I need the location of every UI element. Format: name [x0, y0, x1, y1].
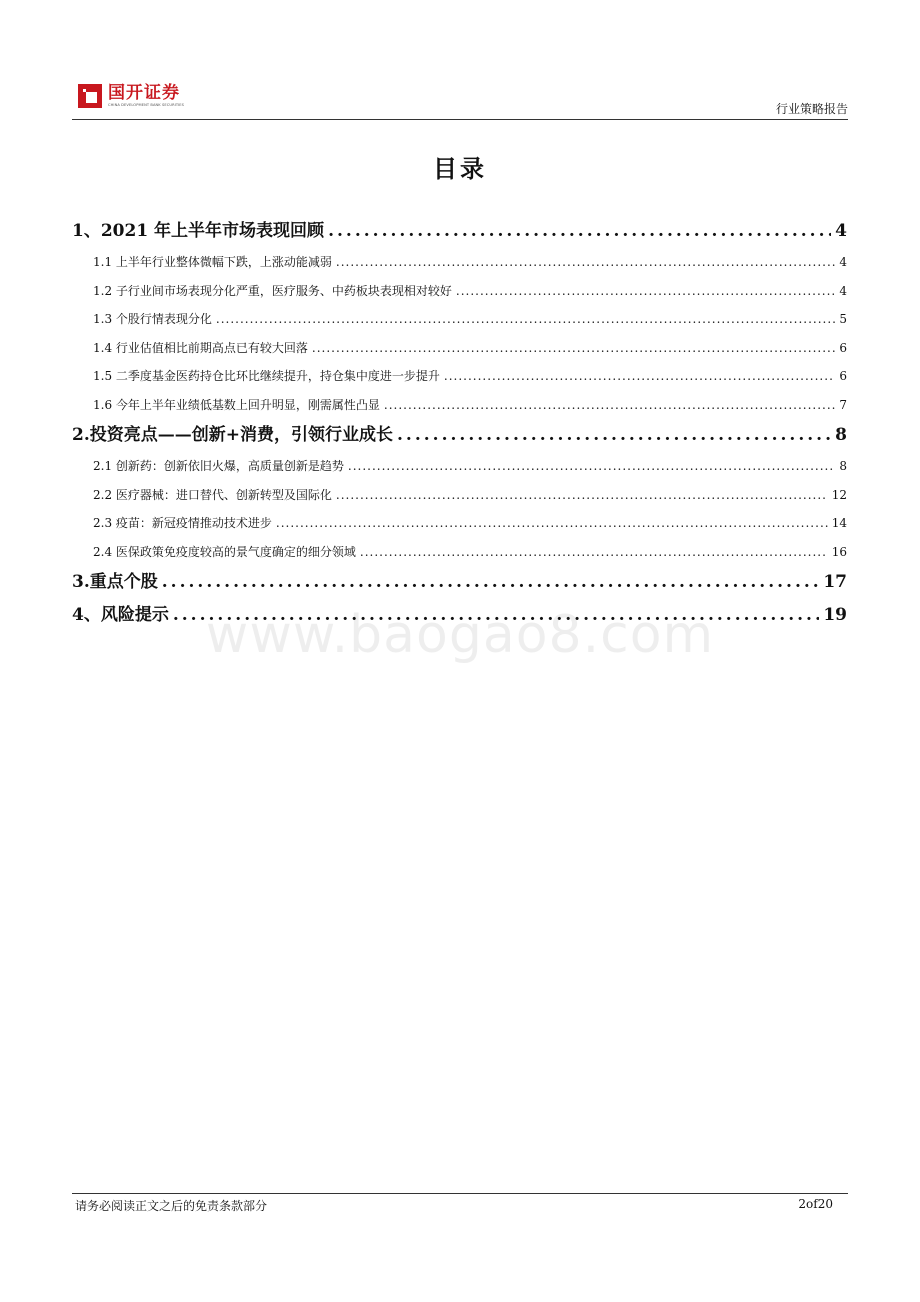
toc-label: 2.3 疫苗：新冠疫情推动技术进步 — [93, 516, 272, 530]
toc-page-number: 19 — [823, 605, 847, 625]
dot-leader — [348, 452, 835, 481]
dot-leader — [444, 362, 835, 391]
dot-leader — [173, 599, 819, 632]
logo-english-name: CHINA DEVELOPMENT BANK SECURITIES — [108, 102, 185, 107]
toc-entry-1-3[interactable] — [72, 305, 847, 334]
dot-leader — [312, 334, 835, 363]
toc-page-number: 4 — [835, 221, 847, 241]
company-logo — [78, 84, 184, 108]
toc-entry-1-2[interactable] — [72, 277, 847, 306]
toc-label: 1、2021 年上半年市场表现回顾 — [72, 221, 325, 241]
toc-label: 3.重点个股 — [72, 572, 158, 592]
toc-entry-3[interactable] — [72, 566, 847, 599]
toc-entry-2[interactable] — [72, 419, 847, 452]
toc-label: 2.1 创新药：创新依旧火爆，高质量创新是趋势 — [93, 459, 344, 473]
toc-entry-1-1[interactable] — [72, 248, 847, 277]
toc-page-number: 4 — [839, 283, 847, 298]
logo-chinese-name: 国开证券 — [108, 82, 180, 103]
toc-label: 1.6 今年上半年业绩低基数上回升明显，刚需属性凸显 — [93, 397, 380, 412]
toc-entry-1-6[interactable] — [72, 391, 847, 420]
toc-entry-4[interactable] — [72, 599, 847, 632]
dot-leader — [384, 391, 835, 420]
toc-label: 1.2 子行业间市场表现分化严重，医疗服务、中药板块表现相对较好 — [93, 283, 452, 298]
toc-label: 2.4 医保政策免疫度较高的景气度确定的细分领域 — [93, 544, 356, 559]
dot-leader — [328, 215, 831, 248]
toc-entry-2-3[interactable] — [72, 509, 847, 538]
dot-leader — [216, 305, 835, 334]
toc-label: 1.4 行业估值相比前期高点已有较大回落 — [93, 340, 308, 355]
dot-leader — [162, 566, 820, 599]
dot-leader — [336, 481, 828, 510]
toc-entry-2-4[interactable] — [72, 538, 847, 567]
dot-leader — [276, 509, 828, 538]
dot-leader — [397, 419, 831, 452]
table-of-contents — [72, 215, 847, 632]
toc-label: 2.投资亮点——创新+消费，引领行业成长 — [72, 425, 393, 445]
toc-page-number: 8 — [835, 425, 847, 445]
toc-entry-1-5[interactable] — [72, 362, 847, 391]
toc-label: 1.5 二季度基金医药持仓比环比继续提升，持仓集中度进一步提升 — [93, 369, 440, 383]
toc-entry-2-2[interactable] — [72, 481, 847, 510]
dot-leader — [336, 248, 835, 277]
report-type-label: 行业策略报告 — [775, 102, 848, 116]
footer-disclaimer: 请务必阅读正文之后的免责条款部分 — [75, 1199, 268, 1213]
logo-square-icon — [78, 84, 102, 108]
toc-page-number: 6 — [839, 369, 847, 383]
footer-divider — [72, 1193, 848, 1194]
toc-page-number: 14 — [831, 516, 847, 530]
toc-entry-1[interactable] — [72, 215, 847, 248]
toc-page-number: 12 — [831, 487, 847, 502]
toc-page-number: 17 — [823, 572, 847, 592]
toc-entry-1-4[interactable] — [72, 334, 847, 363]
toc-label: 1.1 上半年行业整体微幅下跌，上涨动能减弱 — [93, 255, 332, 269]
toc-entry-2-1[interactable] — [72, 452, 847, 481]
toc-page-number: 7 — [839, 397, 847, 412]
toc-label: 2.2 医疗器械：进口替代、创新转型及国际化 — [93, 487, 332, 502]
toc-label: 4、风险提示 — [72, 605, 169, 625]
toc-page-number: 16 — [831, 544, 847, 559]
toc-page-number: 5 — [839, 312, 847, 326]
dot-leader — [456, 277, 835, 306]
toc-label: 1.3 个股行情表现分化 — [93, 312, 212, 326]
page-header — [72, 76, 848, 120]
header-divider — [72, 119, 848, 120]
toc-page-number: 8 — [839, 459, 847, 473]
toc-page-number: 6 — [839, 340, 847, 355]
footer-page-indicator: 2of20 — [798, 1197, 833, 1211]
watermark: www.baogao8.com — [205, 605, 715, 665]
dot-leader — [360, 538, 828, 567]
page-title: 目录 — [433, 155, 487, 183]
toc-page-number: 4 — [839, 255, 847, 269]
